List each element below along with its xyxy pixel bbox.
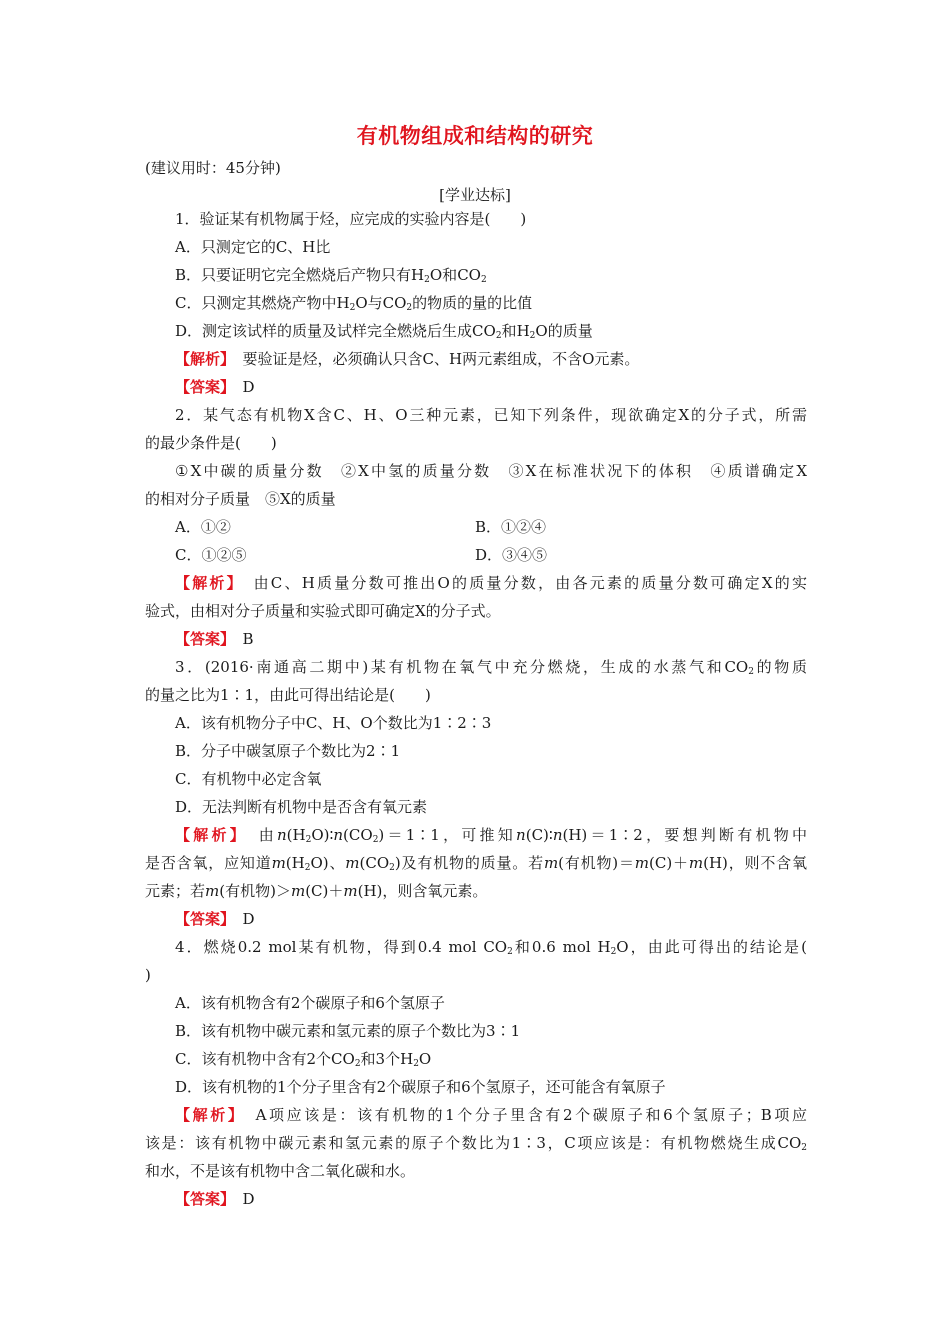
answer-tag: 【答案】 bbox=[175, 1190, 228, 1208]
q2-analysis-line-1: 【解析】 由C、H质量分数可推出O的质量分数，由各元素的质量分数可确定X的实 bbox=[175, 574, 807, 592]
q2-options-cd: C．①②⑤ D．③④⑤ bbox=[175, 546, 548, 564]
q2-analysis-line-2: 验式，由相对分子质量和实验式即可确定X的分子式。 bbox=[145, 602, 501, 620]
q3-answer: 【答案】 D bbox=[175, 910, 255, 928]
q1-option-b: B．只要证明它完全燃烧后产物只有$H_2O$和$CO_2$ bbox=[175, 266, 487, 285]
page-title: 有机物组成和结构的研究 bbox=[356, 124, 594, 148]
q4-answer: 【答案】 D bbox=[175, 1190, 255, 1208]
q4-analysis-line-3: 和水，不是该有机物中含二氧化碳和水。 bbox=[145, 1162, 416, 1180]
answer-tag: 【答案】 bbox=[175, 910, 228, 928]
q3-analysis-line-2: 是否含氧，应知道$m(H_2O)$、$m(CO_2)$及有机物的质量。若m(有机物)＝m(C)＋m(H)，则不含氧 bbox=[145, 854, 807, 873]
q4-analysis-line-2: 该是：该有机物中碳元素和氢元素的原子个数比为1∶3，C项应该是：有机物燃烧生成$CO_2$ bbox=[145, 1134, 807, 1153]
q1-analysis: 【解析】 要验证是烃，必须确认只含C、H两元素组成，不含O元素。 bbox=[175, 350, 640, 368]
q3-option-d: D．无法判断有机物中是否含有氧元素 bbox=[175, 798, 428, 816]
q3-option-a: A．该有机物分子中C、H、O个数比为1∶2∶3 bbox=[175, 714, 492, 732]
q4-option-c: C．该有机物中含有2个$CO_2$和3个$H_2O$ bbox=[175, 1050, 432, 1069]
q4-analysis-line-1: 【解析】 A项应该是：该有机物的1个分子里含有2个碳原子和6个氢原子；B项应 bbox=[175, 1106, 807, 1124]
q2-stem-line-2: 的最少条件是( ) bbox=[145, 434, 277, 452]
q2-options-ab: A．①② B．①②④ bbox=[175, 518, 547, 536]
q1-option-d: D．测定该试样的质量及试样完全燃烧后生成$CO_2$和$H_2O$的质量 bbox=[175, 322, 593, 341]
q4-stem-line-1: 4．燃烧0.2 mol某有机物，得到0.4 mol $CO_2$和0.6 mol $H_2O$，由此可得出的结论是( bbox=[175, 938, 807, 957]
section-label: [学业达标] bbox=[439, 186, 511, 204]
analysis-tag: 【解析】 bbox=[175, 1106, 238, 1124]
q1-stem: 1．验证某有机物属于烃，应完成的实验内容是( ) bbox=[175, 210, 527, 228]
q3-stem-line-2: 的量之比为1∶1，由此可得出结论是( ) bbox=[145, 686, 431, 704]
q2-stem-line-1: 2．某气态有机物X含C、H、O三种元素，已知下列条件，现欲确定X的分子式，所需 bbox=[175, 406, 807, 424]
analysis-tag: 【解析】 bbox=[175, 826, 241, 844]
q3-analysis-line-3: 元素；若m(有机物)＞m(C)＋m(H)，则含氧元素。 bbox=[145, 882, 488, 900]
q2-answer: 【答案】 B bbox=[175, 630, 254, 648]
suggested-time: (建议用时：45分钟) bbox=[145, 159, 281, 177]
q4-option-a: A．该有机物含有2个碳原子和6个氢原子 bbox=[175, 994, 445, 1012]
q1-answer: 【答案】 D bbox=[175, 378, 255, 396]
analysis-tag: 【解析】 bbox=[175, 350, 228, 368]
answer-tag: 【答案】 bbox=[175, 630, 228, 648]
q4-option-d: D．该有机物的1个分子里含有2个碳原子和6个氢原子，还可能含有氧原子 bbox=[175, 1078, 666, 1096]
q2-conditions-line-1: ①X中碳的质量分数 ②X中氢的质量分数 ③X在标准状况下的体积 ④质谱确定X bbox=[175, 462, 807, 480]
q2-conditions-line-2: 的相对分子质量 ⑤X的质量 bbox=[145, 490, 336, 508]
q4-option-b: B．该有机物中碳元素和氢元素的原子个数比为3∶1 bbox=[175, 1022, 521, 1040]
q4-stem-line-2: ) bbox=[145, 966, 151, 984]
q3-stem-line-1: 3．(2016·南通高二期中)某有机物在氧气中充分燃烧，生成的水蒸气和$CO_2$的物质 bbox=[175, 658, 807, 677]
q3-option-c: C．有机物中必定含氧 bbox=[175, 770, 322, 788]
q3-option-b: B．分子中碳氢原子个数比为2∶1 bbox=[175, 742, 401, 760]
q1-option-c: C．只测定其燃烧产物中$H_2O$与$CO_2$的物质的量的比值 bbox=[175, 294, 533, 313]
question-list bbox=[145, 205, 807, 1213]
answer-tag: 【答案】 bbox=[175, 378, 228, 396]
q1-option-a: A．只测定它的C、H比 bbox=[175, 238, 331, 256]
analysis-tag: 【解析】 bbox=[175, 574, 237, 592]
q3-analysis-line-1: 【解析】 由$n(H_2O)∶n(CO_2)=1∶1$，可推知n(C)∶n(H)＝1∶2，要想判断有机物中 bbox=[175, 826, 807, 845]
